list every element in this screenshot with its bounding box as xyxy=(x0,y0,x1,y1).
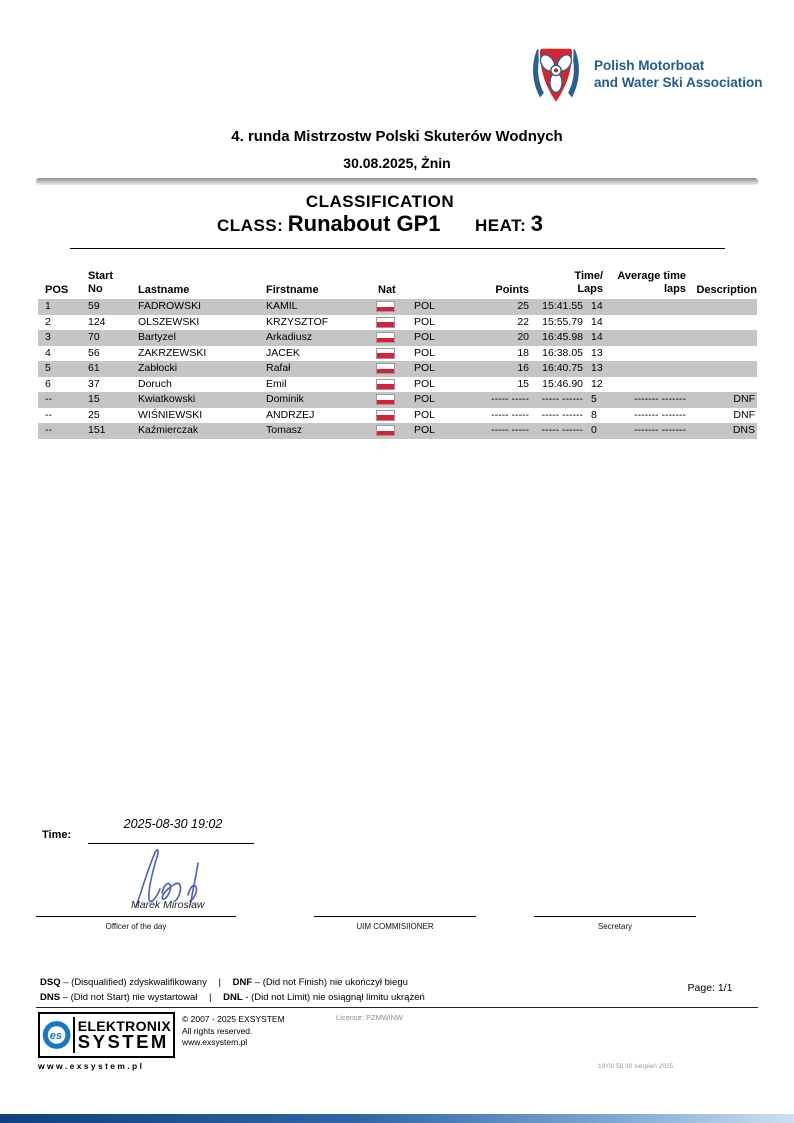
svg-text:es: es xyxy=(49,1030,62,1043)
cell-points: 18 xyxy=(517,346,529,359)
cell-time: 15:55.79 xyxy=(542,315,583,328)
poland-flag-icon xyxy=(376,315,400,331)
cell-laps: 13 xyxy=(591,346,603,359)
association-name-line2: and Water Ski Association xyxy=(594,75,763,90)
rights-line: All rights reserved. xyxy=(182,1025,253,1036)
vendor-url: www.exsystem.pl xyxy=(182,1037,248,1047)
header-start-no: Start No xyxy=(88,270,114,295)
cell-lastname: Zabłocki xyxy=(138,362,178,374)
poland-flag-icon xyxy=(376,299,400,315)
cell-average-time xyxy=(613,346,686,362)
cell-pos: 6 xyxy=(45,377,51,390)
cell-time: ----- ------ xyxy=(541,424,583,436)
header-firstname: Firstname xyxy=(266,284,319,296)
cell-description xyxy=(686,330,757,346)
cell-lastname: Bartyzel xyxy=(138,331,176,343)
signature-line-uim-commissioner: UIM COMMISIIONER xyxy=(314,916,476,931)
cell-points: 20 xyxy=(517,331,529,343)
cell-start-no: 70 xyxy=(88,331,100,343)
association-name xyxy=(594,44,763,108)
event-date-location: 30.08.2025, Żnin xyxy=(343,155,451,171)
cell-average-time xyxy=(613,299,686,315)
cell-description xyxy=(686,299,757,315)
cell-start-no: 59 xyxy=(88,300,100,312)
cell-time: 15:41.55 xyxy=(542,300,583,312)
class-value: Runabout GP1 xyxy=(287,211,441,236)
elektronix-system-logo xyxy=(38,1012,175,1058)
time-value: 2025-08-30 19:02 xyxy=(123,817,223,831)
cell-laps: 12 xyxy=(591,377,603,390)
cell-pos: -- xyxy=(45,424,52,436)
results-table xyxy=(38,262,757,439)
classification-heading: CLASSIFICATION xyxy=(305,192,455,211)
association-name-line1: Polish Motorboat xyxy=(594,58,705,73)
cell-firstname: Dominik xyxy=(266,393,304,405)
cell-description: DNS xyxy=(732,424,755,436)
cell-start-no: 124 xyxy=(88,315,106,328)
cell-laps: 0 xyxy=(591,424,597,436)
cell-description xyxy=(686,377,757,393)
results-table-header xyxy=(38,262,757,299)
propeller-shield-icon xyxy=(528,44,584,108)
poland-flag-icon xyxy=(376,330,400,346)
cell-firstname: JACEK xyxy=(266,346,300,359)
cell-average-time xyxy=(613,330,686,346)
cell-firstname: Rafał xyxy=(266,362,291,374)
table-row xyxy=(38,299,757,315)
cell-lastname: Kaźmierczak xyxy=(138,424,199,436)
cell-start-no: 15 xyxy=(88,393,100,405)
cell-laps: 14 xyxy=(591,300,603,312)
association-logo xyxy=(528,44,763,108)
cell-firstname: Tomasz xyxy=(266,424,303,436)
cell-description xyxy=(686,315,757,331)
cell-nat: POL xyxy=(414,408,436,421)
bottom-accent-bar xyxy=(0,1114,794,1123)
cell-start-no: 37 xyxy=(88,377,100,390)
header-points: Points xyxy=(495,284,529,296)
copyright-block xyxy=(182,1014,285,1049)
cell-firstname: KAMIL xyxy=(266,300,298,312)
cell-time: 15:46.90 xyxy=(542,377,583,390)
cell-average-time xyxy=(613,315,686,331)
cell-start-no: 151 xyxy=(88,424,106,436)
header-time-laps: Time/ Laps xyxy=(574,270,603,295)
cell-nat: POL xyxy=(414,362,436,374)
header-description: Description xyxy=(696,284,757,296)
signature-name: Marek Mirosław xyxy=(131,899,205,911)
cell-average-time xyxy=(613,361,686,377)
poland-flag-icon xyxy=(376,361,400,377)
cell-lastname: Kwiatkowski xyxy=(138,393,196,405)
brand-name: ELEKTRONIX SYSTEM xyxy=(77,1017,171,1052)
header-nat: Nat xyxy=(378,284,396,296)
cell-pos: 3 xyxy=(45,331,51,343)
cell-firstname: ANDRZEJ xyxy=(266,408,315,421)
header-pos: POS xyxy=(45,284,69,296)
cell-nat: POL xyxy=(414,346,436,359)
table-row xyxy=(38,346,757,362)
time-label: Time: xyxy=(42,829,72,841)
cell-time: ----- ------ xyxy=(541,393,583,405)
cell-pos: 4 xyxy=(45,346,51,359)
cell-points: 16 xyxy=(517,362,529,374)
cell-laps: 8 xyxy=(591,408,597,421)
cell-start-no: 61 xyxy=(88,362,100,374)
cell-laps: 13 xyxy=(591,362,603,374)
cell-pos: 1 xyxy=(45,300,51,312)
cell-description xyxy=(686,346,757,362)
cell-nat: POL xyxy=(414,393,436,405)
cell-pos: 2 xyxy=(45,315,51,328)
cell-start-no: 25 xyxy=(88,408,100,421)
cell-time: 16:40.75 xyxy=(542,362,583,374)
cell-lastname: WIŚNIEWSKI xyxy=(138,408,203,421)
table-row xyxy=(38,408,757,424)
cell-firstname: KRZYSZTOF xyxy=(266,315,329,328)
cell-description xyxy=(686,361,757,377)
poland-flag-icon xyxy=(376,392,400,408)
event-title: 4. runda Mistrzostw Polski Skuterów Wodnych xyxy=(231,128,563,145)
cell-average-time: ------- ------- xyxy=(634,424,686,436)
cell-nat: POL xyxy=(414,377,436,390)
poland-flag-icon xyxy=(376,346,400,362)
poland-flag-icon xyxy=(376,408,400,424)
copyright-line: © 2007 - 2025 EXSYSTEM xyxy=(182,1014,285,1024)
es-logo-icon xyxy=(42,1016,71,1054)
cell-pos: -- xyxy=(45,408,52,421)
cell-firstname: Emil xyxy=(266,377,287,390)
signature-line-officer: Officer of the day xyxy=(36,916,236,931)
header-divider-bar xyxy=(36,178,758,185)
table-row xyxy=(38,315,757,331)
logo-divider xyxy=(73,1017,75,1053)
table-row xyxy=(38,361,757,377)
table-row xyxy=(38,392,757,408)
poland-flag-icon xyxy=(376,423,400,439)
print-timestamp: 19:00:50 30 sierpień 2025 xyxy=(598,1063,674,1070)
legend-line-1: DSQ – (Disqualified) zdyskwalifikowany | DNF – (Did not Finish) nie ukończył biegu xyxy=(40,977,408,988)
cell-time: 16:45.98 xyxy=(542,331,583,343)
table-row xyxy=(38,330,757,346)
class-label: CLASS: xyxy=(217,216,284,235)
cell-points: 22 xyxy=(517,315,529,328)
cell-nat: POL xyxy=(414,331,436,343)
cell-points: ----- ----- xyxy=(491,393,529,405)
cell-description: DNF xyxy=(733,408,755,421)
table-row xyxy=(38,377,757,393)
cell-lastname: OLSZEWSKI xyxy=(138,315,200,328)
cell-points: ----- ----- xyxy=(491,424,529,436)
cell-nat: POL xyxy=(414,315,436,328)
heat-label: HEAT: xyxy=(474,216,527,235)
cell-time: ----- ------ xyxy=(541,408,583,421)
header-average-time: Average time laps xyxy=(617,270,686,295)
class-heat-line xyxy=(0,211,760,237)
brand-url: w w w . e x s y s t e m . p l xyxy=(38,1061,142,1071)
cell-time: 16:38.05 xyxy=(542,346,583,359)
header-lastname: Lastname xyxy=(138,284,190,296)
signature-line-secretary: Secretary xyxy=(534,916,696,931)
footer-rule xyxy=(36,1007,758,1008)
heat-value: 3 xyxy=(530,211,543,236)
cell-lastname: Doruch xyxy=(138,377,172,390)
cell-average-time xyxy=(613,377,686,393)
cell-lastname: ZAKRZEWSKI xyxy=(138,346,207,359)
results-table-body xyxy=(38,299,757,439)
cell-nat: POL xyxy=(414,300,436,312)
time-underline xyxy=(88,843,254,844)
cell-description: DNF xyxy=(733,393,755,405)
cell-firstname: Arkadiusz xyxy=(266,331,313,343)
cell-laps: 14 xyxy=(591,315,603,328)
cell-pos: -- xyxy=(45,393,52,405)
license-label: License: PZMWiNW xyxy=(336,1013,404,1022)
legend-line-2: DNS – (Did not Start) nie wystartował | DNL - (Did not Limit) nie osiągnął limitu ukrążeń xyxy=(40,991,425,1003)
cell-points: ----- ----- xyxy=(491,408,529,421)
cell-nat: POL xyxy=(414,424,436,436)
cell-average-time: ------- ------- xyxy=(634,393,686,405)
poland-flag-icon xyxy=(376,377,400,393)
cell-lastname: FADROWSKI xyxy=(138,300,202,312)
cell-laps: 14 xyxy=(591,331,603,343)
table-row xyxy=(38,423,757,439)
cell-points: 15 xyxy=(517,377,529,390)
cell-pos: 5 xyxy=(45,362,51,374)
abbreviation-legend xyxy=(40,976,425,1005)
cell-average-time: ------- ------- xyxy=(634,408,686,421)
cell-start-no: 56 xyxy=(88,346,100,359)
cell-laps: 5 xyxy=(591,393,597,405)
cell-points: 25 xyxy=(517,300,529,312)
page-number: Page: 1/1 xyxy=(687,982,733,994)
table-top-rule xyxy=(70,248,725,249)
